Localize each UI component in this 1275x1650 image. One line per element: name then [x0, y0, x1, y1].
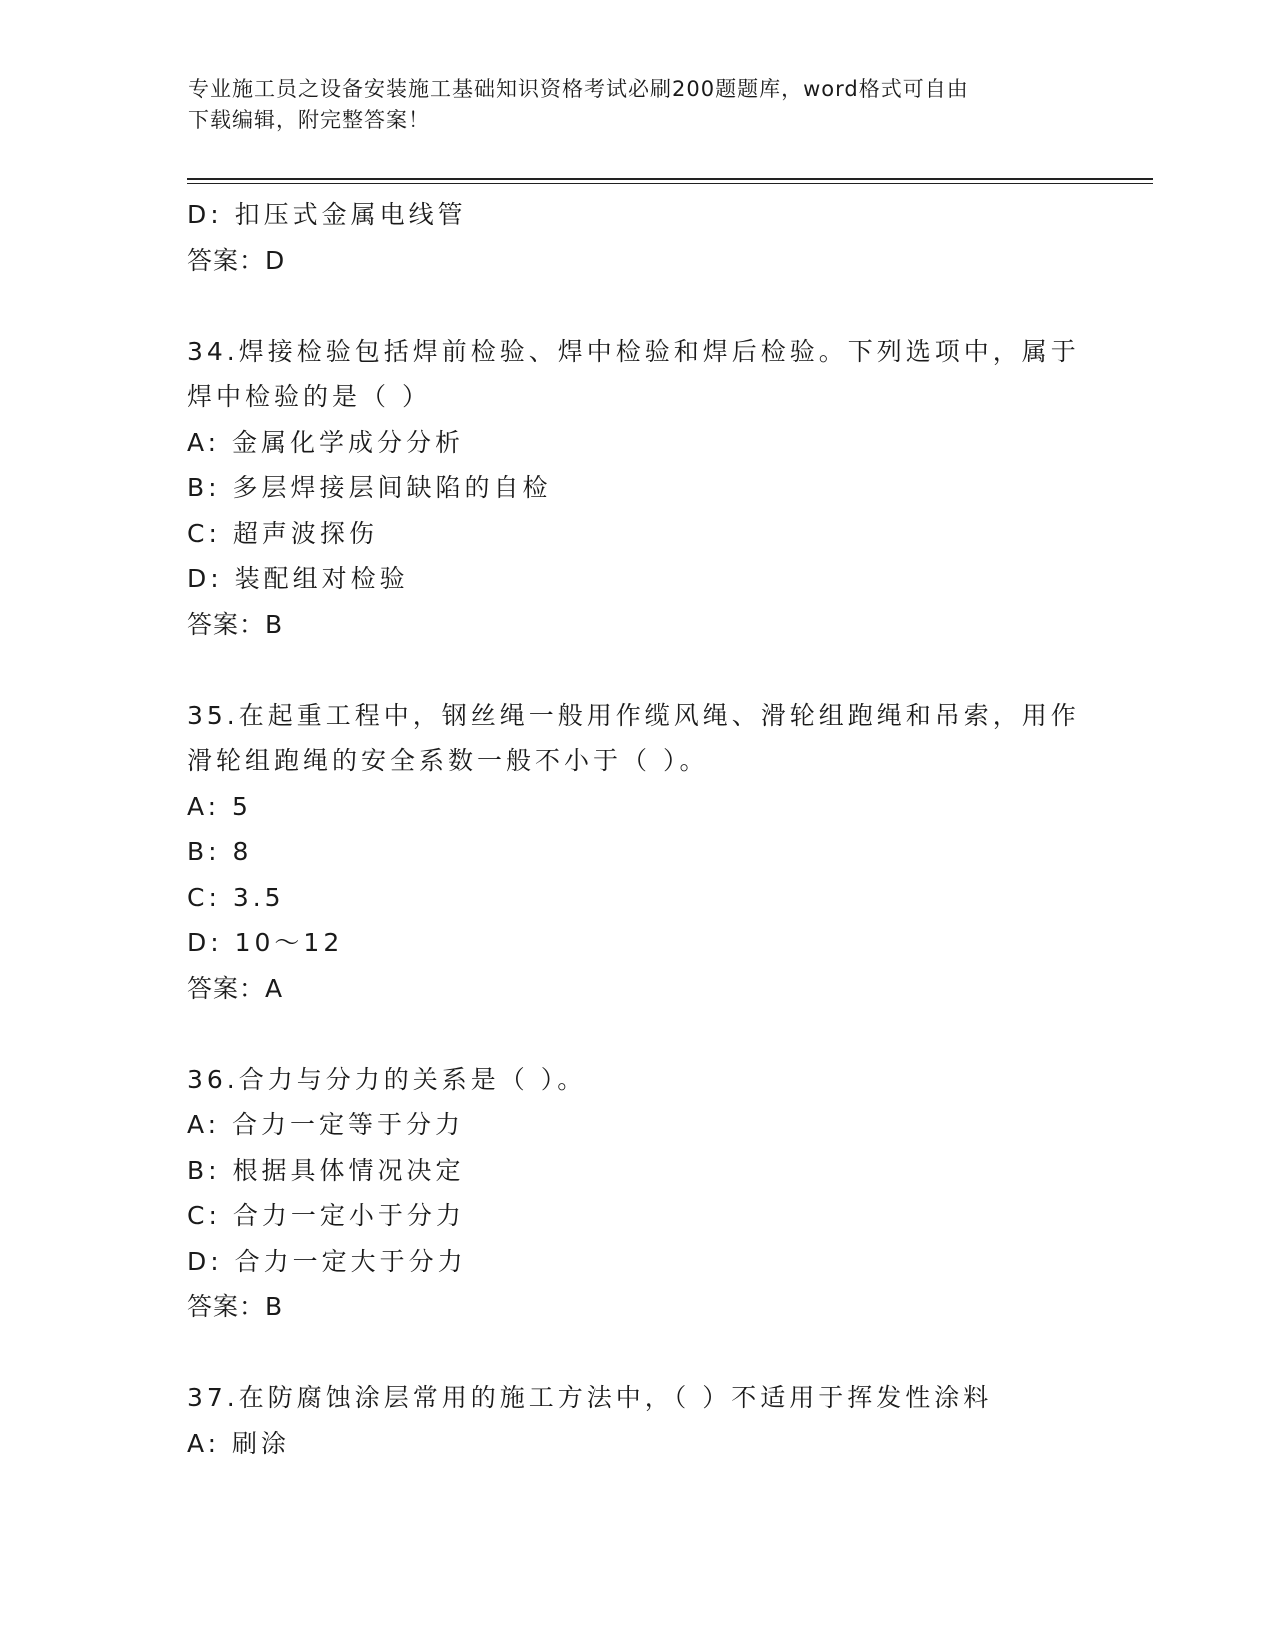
question-35-option-a: A: 5	[187, 791, 252, 821]
question-35-option-b: B: 8	[187, 837, 253, 866]
prev-question-answer: 答案：D	[187, 245, 286, 275]
prev-question-option-d: D: 扣压式金属电线管	[187, 200, 467, 229]
question-34-option-d: D: 装配组对检验	[187, 564, 409, 593]
spacer	[187, 1011, 1087, 1057]
question-35-text-line-2: 滑轮组跑绳的安全系数一般不小于（ ）。	[187, 746, 709, 775]
question-34-option-b: B: 多层焊接层间缺陷的自检	[187, 473, 552, 502]
spacer	[187, 647, 1087, 693]
spacer	[187, 283, 1087, 329]
question-content	[187, 192, 1087, 1466]
question-34-answer: 答案：B	[187, 609, 284, 639]
question-34-option-c: C: 超声波探伤	[187, 518, 378, 548]
question-36-option-a: A: 合力一定等于分力	[187, 1110, 465, 1139]
header-divider-thick	[187, 178, 1153, 180]
header-title-line-1: 专业施工员之设备安装施工基础知识资格考试必刷200题题库，word格式可自由	[188, 77, 969, 101]
question-35-answer: 答案：A	[187, 973, 284, 1003]
spacer	[187, 1330, 1087, 1376]
document-header	[188, 74, 1088, 136]
header-title-line-2: 下载编辑，附完整答案！	[188, 108, 430, 132]
question-35-option-c: C: 3.5	[187, 882, 285, 912]
question-34	[187, 329, 1087, 648]
question-37-text-line-1: 37.在防腐蚀涂层常用的施工方法中，（ ）不适用于挥发性涂料	[187, 1383, 993, 1412]
question-34-text-line-2: 焊中检验的是（ ）	[187, 382, 431, 411]
question-34-text-line-1: 34.焊接检验包括焊前检验、焊中检验和焊后检验。下列选项中，属于	[187, 336, 1080, 366]
question-35	[187, 693, 1087, 1012]
question-34-option-a: A: 金属化学成分分析	[187, 427, 465, 457]
question-35-text-line-1: 35.在起重工程中，钢丝绳一般用作缆风绳、滑轮组跑绳和吊索，用作	[187, 700, 1080, 730]
question-37-option-a: A: 刷涂	[187, 1428, 291, 1458]
question-36	[187, 1057, 1087, 1330]
question-36-option-b: B: 根据具体情况决定	[187, 1155, 465, 1185]
question-37	[187, 1375, 1087, 1466]
question-36-option-d: D: 合力一定大于分力	[187, 1246, 467, 1276]
header-divider-thin	[187, 183, 1153, 184]
question-36-option-c: C: 合力一定小于分力	[187, 1201, 465, 1230]
question-35-option-d: D: 10～12	[187, 928, 344, 957]
question-36-text-line-1: 36.合力与分力的关系是（ ）。	[187, 1064, 587, 1094]
question-36-answer: 答案：B	[187, 1292, 284, 1321]
